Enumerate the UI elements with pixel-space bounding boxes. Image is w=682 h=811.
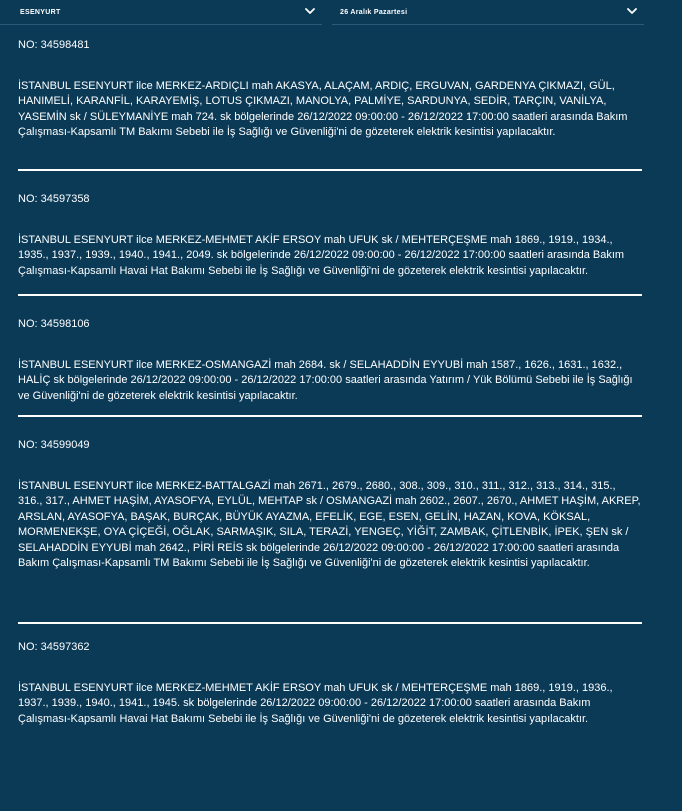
notice-number: NO: 34598106 [18, 318, 90, 330]
district-select[interactable] [0, 0, 322, 25]
notice-description: İSTANBUL ESENYURT ilce MERKEZ-OSMANGAZİ mah 2684. sk / SELAHADDİN EYYUBİ mah 1587., 1626., 1631., 1632., HALİÇ sk bölgelerinde 26/12/2022 09:00:00 - 26/12/2022 17:00:00 saatleri arasında Yatırım / Yük Bölümü Sebebi ile İş Sağlığı ve Güvenliği'ni de gözeterek elektrik kesintisi yapılacaktır. [18, 358, 633, 402]
date-select[interactable] [332, 0, 644, 25]
notice-divider [18, 169, 642, 171]
date-select-value: 26 Aralık Pazartesi [340, 8, 408, 16]
notice-divider [18, 622, 642, 624]
notice-number: NO: 34598481 [18, 39, 90, 51]
outage-notice-list [18, 38, 642, 727]
filter-bar [0, 0, 682, 26]
outage-notice [18, 317, 642, 415]
notice-divider [18, 415, 642, 417]
notice-description: İSTANBUL ESENYURT ilce MERKEZ-MEHMET AKİF ERSOY mah UFUK sk / MEHTERÇEŞME mah 1869., 1919., 1936., 1937., 1939., 1940., 1941., 1945. sk bölgelerinde 26/12/2022 09:00:00 - 26/12/2022 17:00:00 saatleri arasında Bakım Çalışması-Kapsamlı Havai Hat Bakımı Sebebi ile İş Sağlığı ve Güvenliği'ni de gözeterek elektrik kesintisi yapılacaktır. [18, 681, 613, 725]
notice-number: NO: 34597362 [18, 641, 90, 653]
outage-notice [18, 438, 642, 622]
district-select-value: ESENYURT [20, 8, 61, 16]
notice-description: İSTANBUL ESENYURT ilce MERKEZ-BATTALGAZİ mah 2671., 2679., 2680., 308., 309., 310., 311., 312., 313., 314., 315., 316., 317., AHMET HAŞİM, AYASOFYA, EYLÜL, MEHTAP sk / OSMANGAZİ mah 2602., 2607., 2670., AHMET HAŞİM, AKREP, ARSLAN, AYASOFYA, BAŞAK, BURÇAK, BÜYÜK AYAZMA, EFELİK, EGE, ESEN, GELİN, HAZAN, KOVA, KÖKSAL, MORMENEKŞE, OYA ÇİÇEĞİ, OĞLAK, SARMAŞIK, SILA, TERAZİ, YENGEÇ, YİĞİT, ZAMBAK, ÇİTLENBİK, İPEK, ŞEN sk / SELAHADDİN EYYUBİ mah 2642., PİRİ REİS sk bölgelerinde 26/12/2022 09:00:00 - 26/12/2022 17:00:00 saatleri arasında Bakım Çalışması-Kapsamlı TM Bakımı Sebebi ile İş Sağlığı ve Güvenliği'ni de gözeterek elektrik kesintisi yapılacaktır. [18, 479, 641, 569]
notice-description: İSTANBUL ESENYURT ilce MERKEZ-MEHMET AKİF ERSOY mah UFUK sk / MEHTERÇEŞME mah 1869., 1919., 1934., 1935., 1937., 1939., 1940., 1941., 2049. sk bölgelerinde 26/12/2022 09:00:00 - 26/12/2022 17:00:00 saatleri arasında Bakım Çalışması-Kapsamlı Havai Hat Bakımı Sebebi ile İş Sağlığı ve Güvenliği'ni de gözeterek elektrik kesintisi yapılacaktır. [18, 233, 625, 277]
outage-notice [18, 640, 642, 727]
outage-notice [18, 38, 642, 169]
outage-notice [18, 192, 642, 294]
chevron-down-icon [626, 5, 638, 17]
notice-number: NO: 34597358 [18, 193, 90, 205]
chevron-down-icon [304, 5, 316, 17]
notice-description: İSTANBUL ESENYURT ilce MERKEZ-ARDIÇLI mah AKASYA, ALAÇAM, ARDIÇ, ERGUVAN, GARDENYA ÇIKMAZI, GÜL, HANIMELİ, KARANFİL, KARAYEMİŞ, LOTUS ÇIKMAZI, MANOLYA, PALMİYE, SARDUNYA, SEDİR, TARÇIN, VANİLYA, YASEMİN sk / SÜLEYMANİYE mah 724. sk bölgelerinde 26/12/2022 09:00:00 - 26/12/2022 17:00:00 saatleri arasında Bakım Çalışması-Kapsamlı TM Bakımı Sebebi ile İş Sağlığı ve Güvenliği'ni de gözeterek elektrik kesintisi yapılacaktır. [18, 79, 628, 138]
notice-divider [18, 294, 642, 296]
notice-number: NO: 34599049 [18, 439, 90, 451]
